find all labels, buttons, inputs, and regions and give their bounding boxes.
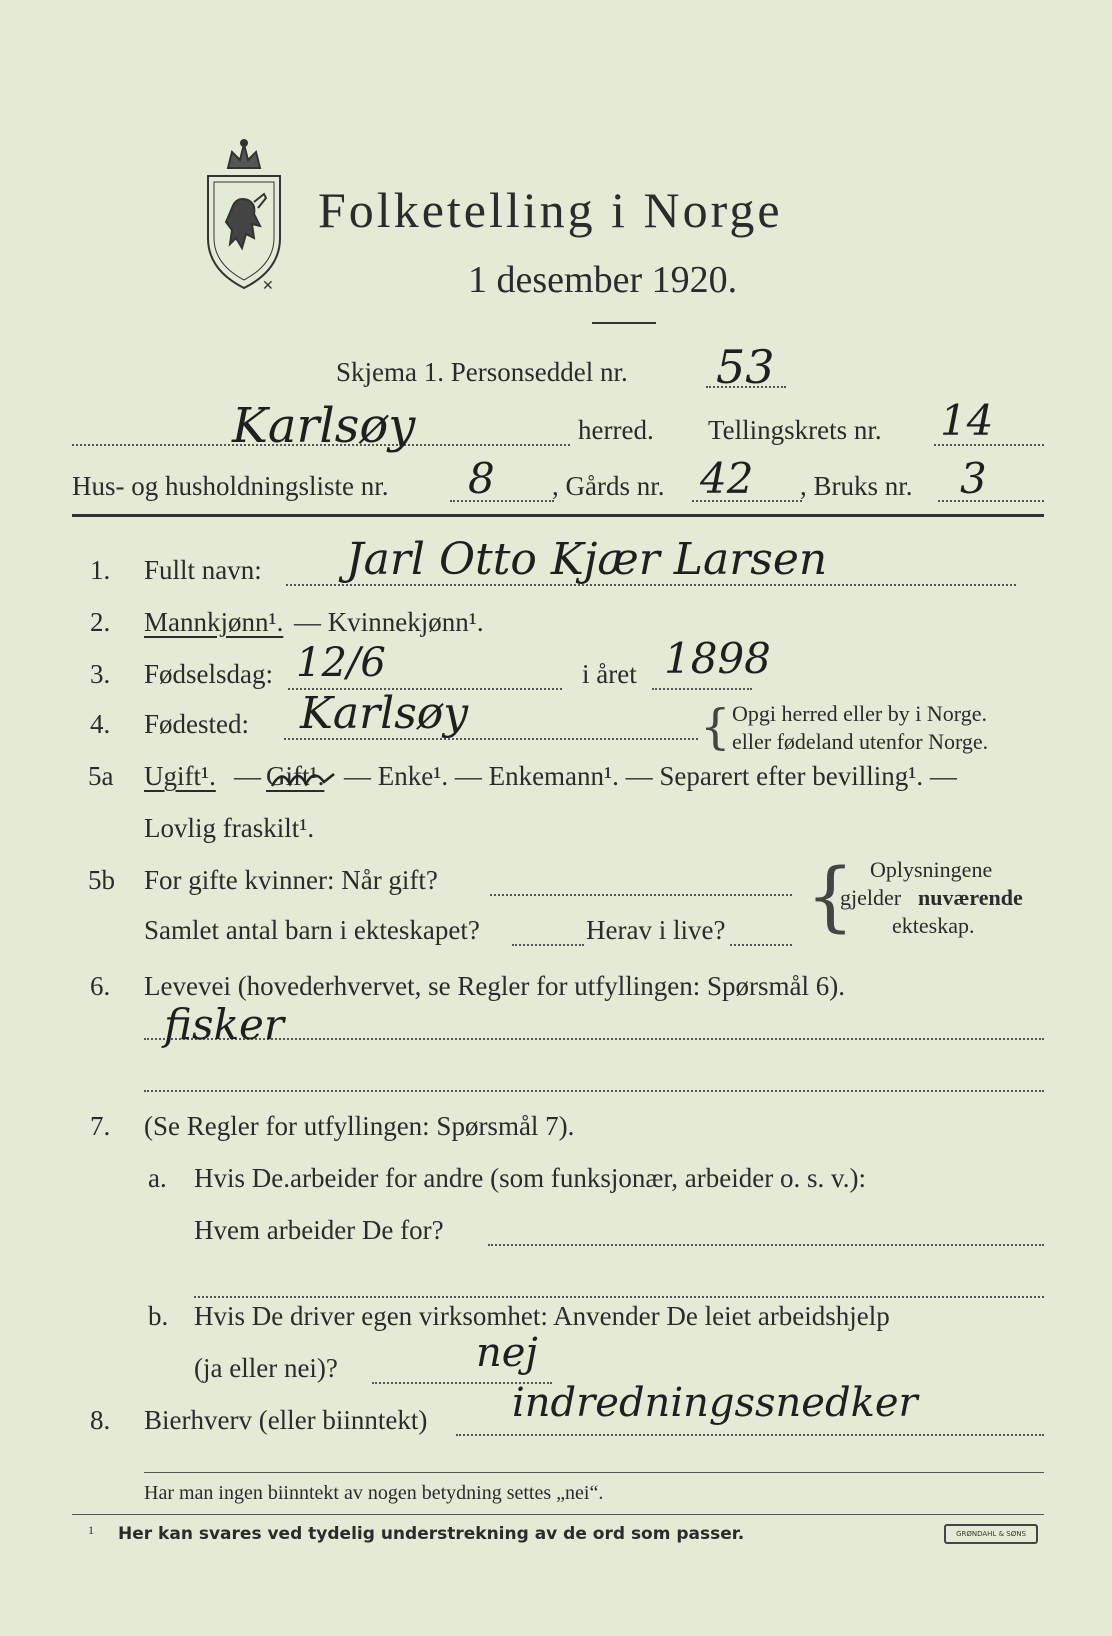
q5b-note-line2b: nuværende (918, 885, 1023, 910)
q5a-other-options: — Enke¹. — Enkemann¹. — Separert efter bevilling¹. — (344, 761, 957, 791)
q4-label: Fødested: (144, 709, 249, 739)
q4-note-line2: eller fødeland utenfor Norge. (732, 729, 989, 754)
hus-label: Hus- og husholdningsliste nr. (72, 471, 389, 501)
q5a-fraskilt-option: Lovlig fraskilt¹. (144, 813, 315, 843)
hus-line (450, 500, 554, 502)
q3-number: 3. (90, 659, 111, 689)
bruks-line (938, 500, 1044, 502)
bruks-value: 3 (960, 454, 987, 503)
printer-stamp: GRØNDAHL & SØNS (944, 1524, 1038, 1544)
coat-of-arms-icon (198, 138, 290, 294)
q6-line2 (144, 1090, 1044, 1092)
hus-value: 8 (468, 454, 495, 503)
q4-note-line1: Opgi herred eller by i Norge. (732, 701, 987, 726)
footnote-text: Her kan svares ved tydelig understrekning av de ord som passer. (118, 1524, 745, 1544)
footnote-mark: 1 (88, 1523, 94, 1537)
footer-note: Har man ingen biinntekt av nogen betydning settes „nei“. (144, 1482, 604, 1504)
schema-label: Skjema 1. Personseddel nr. (336, 357, 628, 387)
q7b-number: b. (148, 1301, 169, 1331)
footer-divider (144, 1472, 1044, 1473)
q1-label: Fullt navn: (144, 555, 262, 585)
q4-birthplace: Karlsøy (300, 688, 469, 739)
q5b-alive-line (730, 944, 792, 946)
bruks-label: , Bruks nr. (800, 471, 913, 501)
q4-number: 4. (90, 709, 111, 739)
q7a-extra-line (194, 1296, 1044, 1298)
q3-birth-year: 1898 (664, 634, 771, 683)
q7a-employer-label: Hvem arbeider De for? (194, 1215, 444, 1245)
tellingskrets-label: Tellingskrets nr. (708, 415, 882, 445)
q6-occupation: fisker (164, 1000, 284, 1049)
q5a-ugift-option: Ugift¹. (144, 761, 216, 791)
q2-number: 2. (90, 607, 111, 637)
q2-female-option: — Kvinnekjønn¹. (294, 607, 484, 637)
q3-year-line (652, 688, 752, 690)
census-date: 1 desember 1920. (468, 259, 738, 301)
q7b-label: Hvis De driver egen virksomhet: Anvender De leiet arbeidshjelp (194, 1301, 890, 1331)
q8-side-occupation: indredningssnedker (512, 1380, 918, 1426)
q5b-brace: { (806, 851, 855, 940)
gards-label: , Gårds nr. (552, 471, 665, 501)
gift-strikethrough-mark (268, 764, 338, 792)
q7b-answer: nej (476, 1330, 538, 1376)
header-divider (72, 514, 1044, 517)
q5b-note-line1: Oplysningene (870, 857, 993, 882)
q7-number: 7. (90, 1111, 111, 1141)
q6-number: 6. (90, 971, 111, 1001)
q5b-label: For gifte kvinner: Når gift? (144, 865, 438, 895)
q5a-gift-option: Gift¹. (266, 761, 325, 791)
q2-male-option: Mannkjønn¹. (144, 607, 284, 637)
q3-birthday: 12/6 (296, 640, 386, 686)
q5a-number: 5a (88, 761, 114, 791)
q1-number: 1. (90, 555, 111, 585)
tellingskrets-value: 14 (940, 396, 994, 445)
title-divider (592, 322, 656, 324)
q3-year-label: i året (582, 659, 637, 689)
q8-label: Bierhverv (eller biinntekt) (144, 1405, 428, 1435)
q7-label: (Se Regler for utfyllingen: Spørsmål 7). (144, 1111, 575, 1141)
form-title: Folketelling i Norge (318, 182, 783, 238)
footnote-divider (72, 1514, 1044, 1515)
q5b-children-line (512, 944, 584, 946)
q5b-number: 5b (88, 865, 115, 895)
herred-label: herred. (578, 415, 654, 445)
q5b-alive-label: Herav i live? (586, 915, 726, 945)
q3-label: Fødselsdag: (144, 659, 274, 689)
q5b-note-line3: ekteskap. (892, 913, 975, 938)
q1-full-name: Jarl Otto Kjær Larsen (346, 534, 828, 585)
q7b-question: (ja eller nei)? (194, 1353, 338, 1383)
gards-value: 42 (700, 454, 754, 503)
q8-number: 8. (90, 1405, 111, 1435)
q5a-dash: — (234, 761, 261, 791)
q8-line (456, 1434, 1044, 1436)
schema-number: 53 (716, 340, 775, 394)
svg-text:✕: ✕ (262, 278, 274, 294)
q7a-label: Hvis De.arbeider for andre (som funksjonær, arbeider o. s. v.): (194, 1163, 866, 1193)
q5b-married-line (490, 894, 792, 896)
q5b-note-line2a: gjelder (840, 885, 902, 910)
q7a-number: a. (148, 1163, 167, 1193)
q5b-children-label: Samlet antal barn i ekteskapet? (144, 915, 480, 945)
q6-label: Levevei (hovederhvervet, se Regler for utfyllingen: Spørsmål 6). (144, 971, 846, 1001)
q4-brace: { (700, 699, 731, 755)
q7a-employer-line (488, 1244, 1044, 1246)
herred-value: Karlsøy (232, 398, 416, 454)
